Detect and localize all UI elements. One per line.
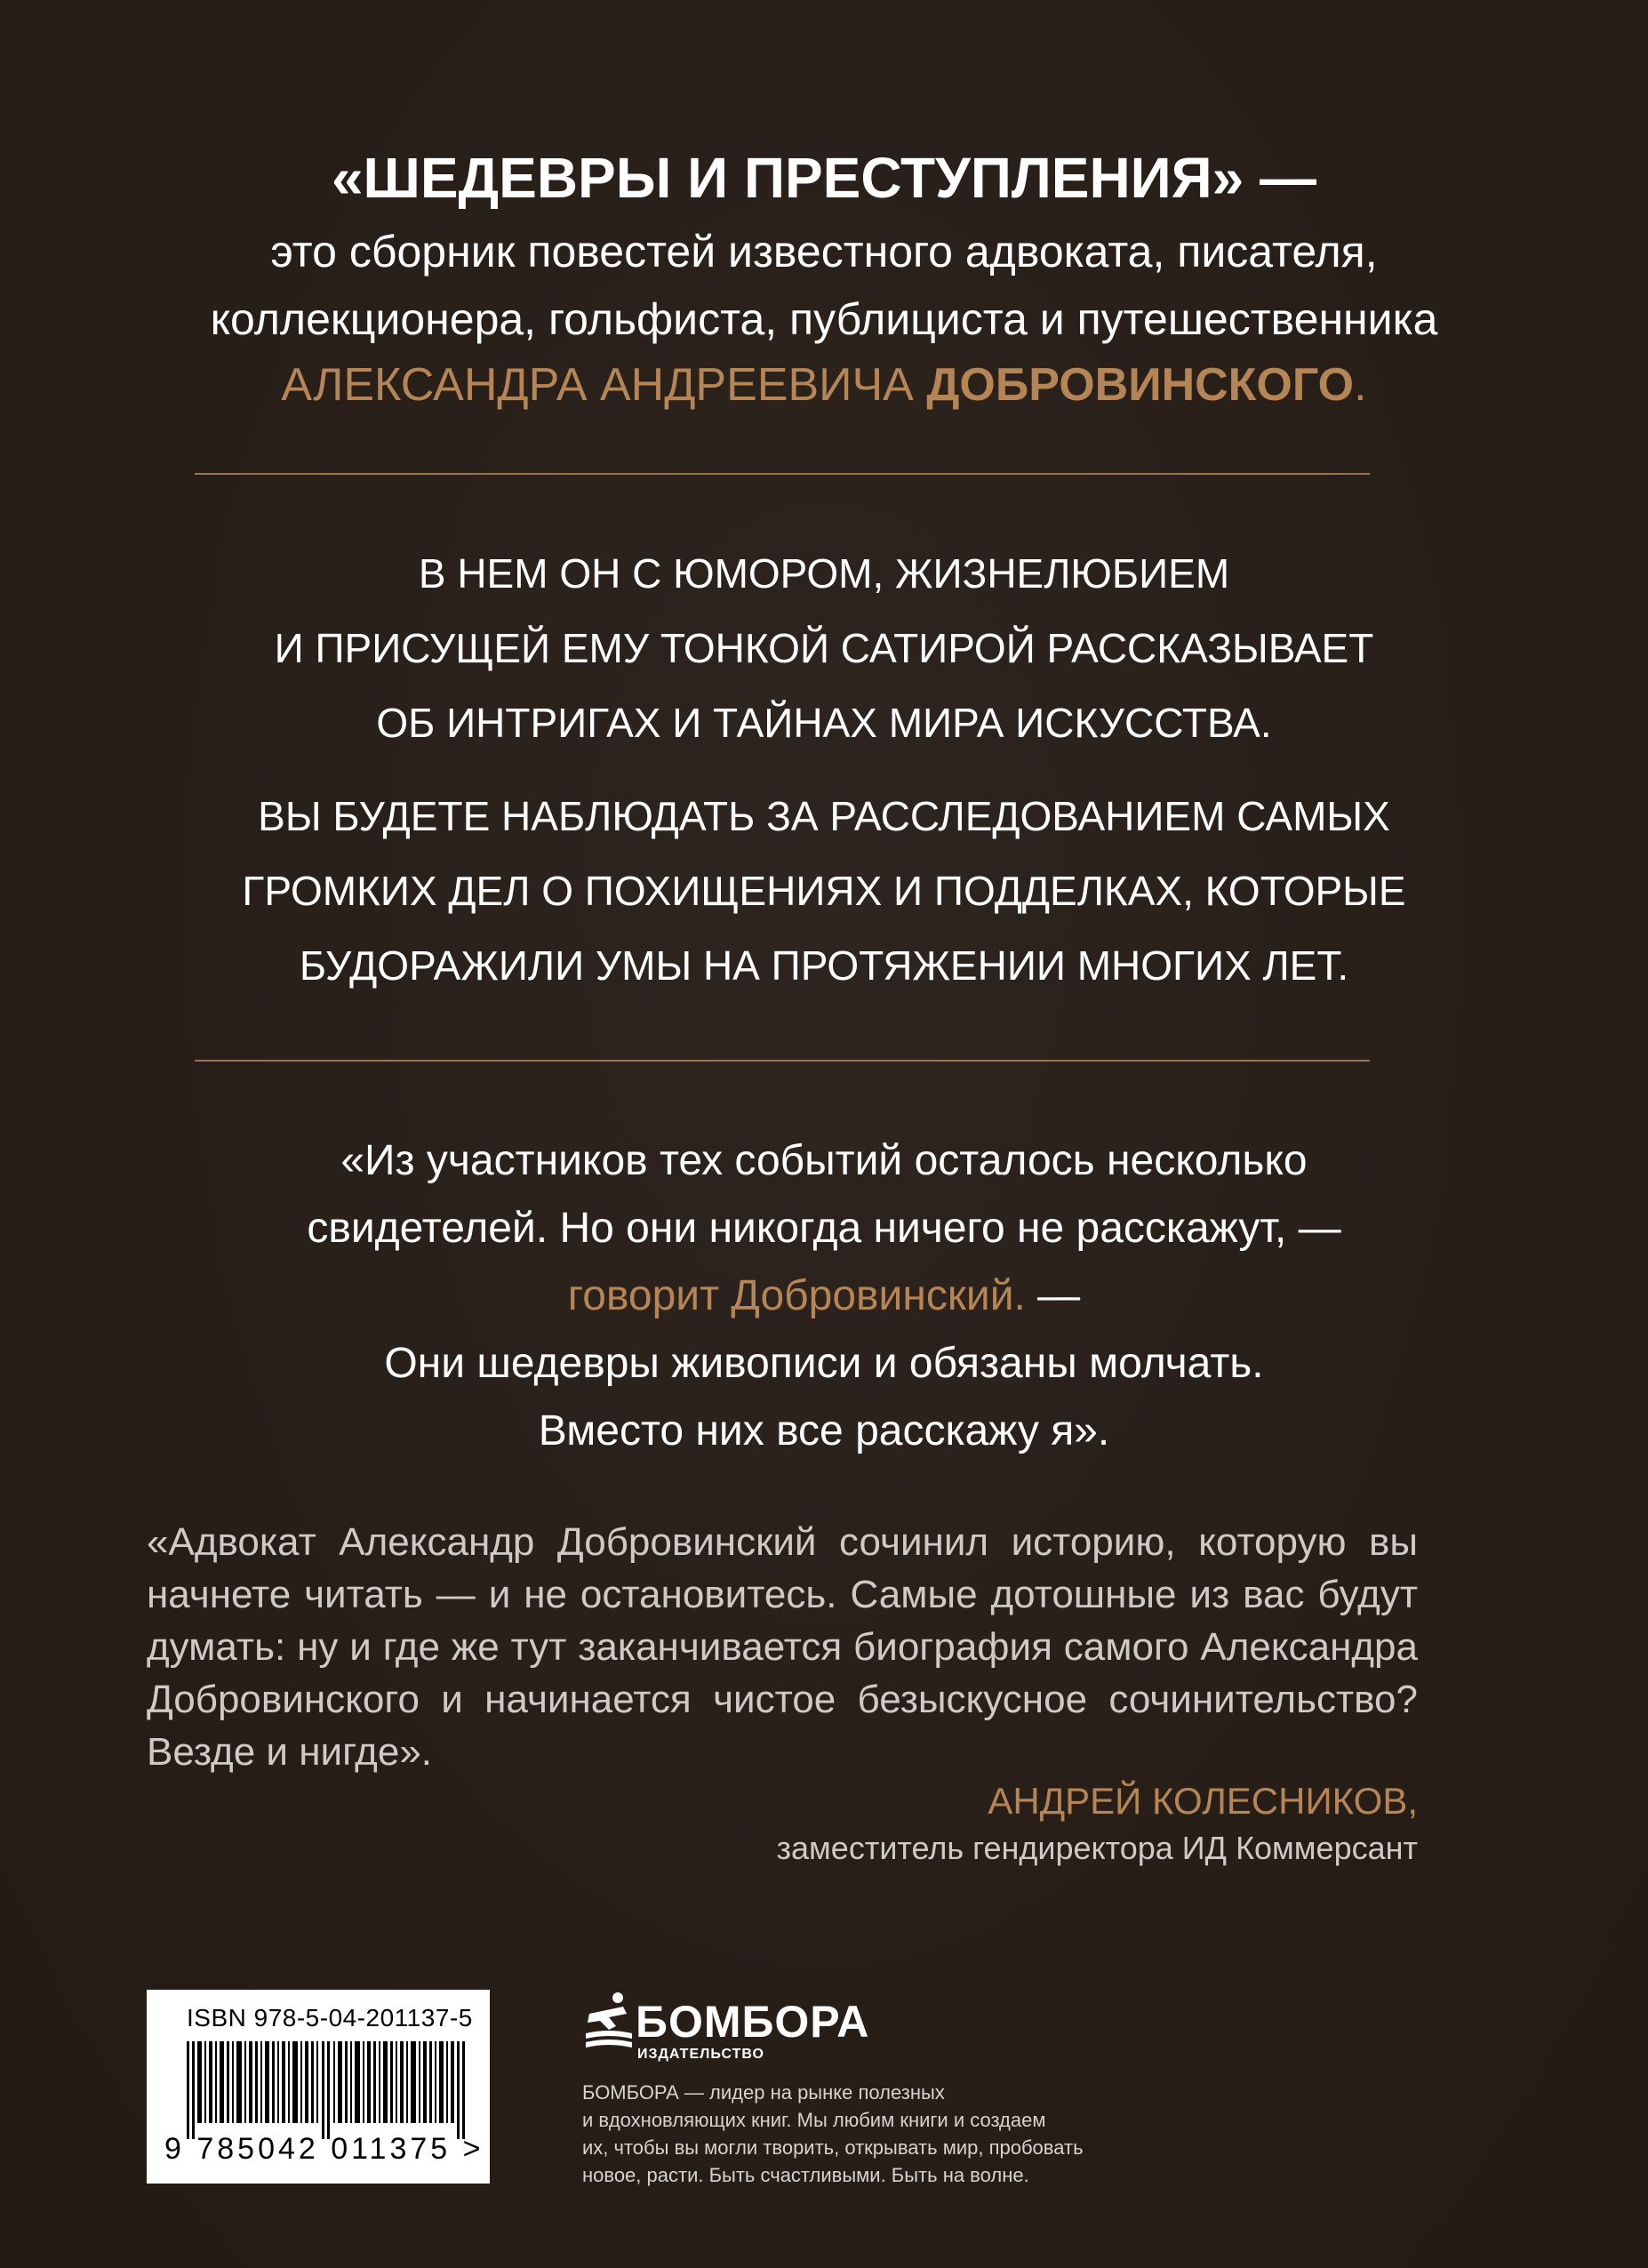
- block1-line-1: В НЕМ ОН С ЮМОРОМ, ЖИЗНЕЛЮБИЕМ: [418, 550, 1230, 597]
- publisher-line-4: новое, расти. Быть счастливыми. Быть на волне.: [582, 2164, 1029, 2186]
- publisher-line-1: БОМБОРА — лидер на рынке полезных: [582, 2081, 945, 2104]
- publisher-logo-icon: [582, 1987, 636, 2058]
- intro-line-1: это сборник повестей известного адвоката, писателя,: [270, 227, 1378, 276]
- description-block-2: [0, 779, 1648, 1003]
- review-author-role: заместитель гендиректора ИД Коммерсант: [776, 1830, 1418, 1866]
- quote-line-4: Они шедевры живописи и обязаны молчать.: [384, 1340, 1264, 1387]
- isbn-barcode: [147, 1990, 490, 2184]
- block1-line-2: И ПРИСУЩЕЙ ЕМУ ТОНКОЙ САТИРОЙ РАССКАЗЫВАЕТ: [274, 625, 1374, 671]
- author-name-part2: ДОБРОВИНСКОГО: [926, 359, 1355, 411]
- barcode-icon: [187, 2041, 471, 2139]
- publisher-description: [582, 2079, 1187, 2189]
- publisher-subtitle: ИЗДАТЕЛЬСТВО: [637, 2047, 764, 2062]
- block2-line-2: ГРОМКИХ ДЕЛ О ПОХИЩЕНИЯХ И ПОДДЕЛКАХ, КОТОРЫЕ: [242, 868, 1406, 914]
- author-name-part1: АЛЕКСАНДРА АНДРЕЕВИЧА: [281, 359, 914, 411]
- quote-line-3-rest: —: [1025, 1272, 1081, 1319]
- divider-top: [195, 473, 1370, 475]
- quote-line-3: [0, 1262, 1648, 1330]
- author-quote: [0, 1127, 1648, 1465]
- block2-line-3: БУДОРАЖИЛИ УМЫ НА ПРОТЯЖЕНИИ МНОГИХ ЛЕТ.: [299, 942, 1349, 989]
- block1-line-3: ОБ ИНТРИГАХ И ТАЙНАХ МИРА ИСКУССТВА.: [376, 700, 1272, 746]
- intro-line-2: коллекционера, гольфиста, публициста и путешественника: [210, 294, 1438, 344]
- quote-line-1: «Из участников тех событий осталось несколько: [340, 1137, 1308, 1184]
- publisher-line-2: и вдохновляющих книг. Мы любим книги и создаем: [582, 2109, 1046, 2131]
- title-quoted: «ШЕДЕВРЫ И ПРЕСТУПЛЕНИЯ»: [331, 146, 1244, 210]
- title-dash: —: [1244, 146, 1317, 210]
- publisher-line-3: их, чтобы вы могли творить, открывать мир, пробовать: [582, 2136, 1084, 2159]
- isbn-label: ISBN 978-5-04-201137-5: [187, 2004, 473, 2032]
- book-title: [0, 142, 1648, 213]
- publisher-name: БОМБОРА: [636, 1997, 870, 2047]
- block2-line-1: ВЫ БУДЕТЕ НАБЛЮДАТЬ ЗА РАССЛЕДОВАНИЕМ САМЫХ: [258, 793, 1390, 839]
- divider-bottom: [195, 1060, 1370, 1062]
- review-author: АНДРЕЙ КОЛЕСНИКОВ,: [988, 1780, 1418, 1822]
- author-name: [0, 351, 1648, 419]
- isbn-digits: 9 785042 011375 >: [164, 2132, 484, 2166]
- quote-attribution: говорит Добровинский.: [567, 1272, 1026, 1319]
- intro-text: [0, 218, 1648, 353]
- author-dot: .: [1354, 359, 1367, 411]
- quote-line-2: свидетелей. Но они никогда ничего не расскажут, —: [307, 1205, 1341, 1252]
- review-text: «Адвокат Александр Добровинский сочинил историю, которую вы начнете читать — и не остановитесь. Самые дотошные из вас будут думать: ну и где же тут заканчивается биография самого Александра Добровинского и начинается чистое безыскусное сочинительство? Везде и нигде».: [147, 1520, 1418, 1774]
- description-block-1: [0, 536, 1648, 760]
- quote-line-5: Вместо них все расскажу я».: [538, 1407, 1110, 1455]
